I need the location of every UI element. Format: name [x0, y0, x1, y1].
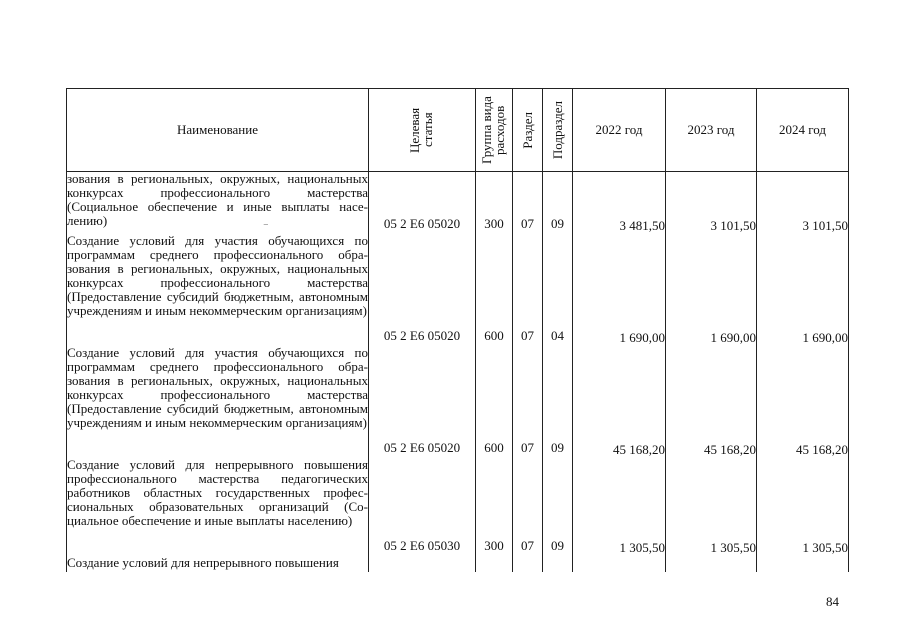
row-amount-2022: 1 305,50	[573, 458, 666, 556]
row-name: Создание условий для непрерывного повышения	[67, 556, 369, 572]
row-amount-2023: 3 101,50	[666, 172, 757, 234]
row-amount-2024: 3 101,50	[757, 172, 849, 234]
table-row	[67, 556, 849, 572]
row-name: Создание условий для непрерывного повышения профессионального мастерства педагогических работников областных государственных профессиональных образовательных организаций (Социальное обеспечение и иные выплаты населению)	[67, 458, 369, 556]
budget-table	[66, 88, 849, 572]
table-row	[67, 172, 849, 234]
row-subsection: 09	[543, 346, 573, 458]
row-subsection: 04	[543, 234, 573, 346]
row-expense-group: 300	[476, 458, 513, 556]
table-row	[67, 458, 849, 556]
row-expense-group: 600	[476, 234, 513, 346]
row-section: 07	[513, 458, 543, 556]
scan-mark: ‾	[264, 224, 268, 236]
row-amount-2023: 1 305,50	[666, 458, 757, 556]
row-target-article: 05 2 Е6 05020	[369, 234, 476, 346]
table-row	[67, 234, 849, 346]
row-amount-2022: 45 168,20	[573, 346, 666, 458]
header-target-article: Целевая статья	[369, 89, 476, 172]
row-expense-group: 600	[476, 346, 513, 458]
row-amount-2023	[666, 556, 757, 572]
header-section: Раздел	[513, 89, 543, 172]
header-expense-group: Группа вида расходов	[476, 89, 513, 172]
row-target-article: 05 2 Е6 05020	[369, 172, 476, 234]
row-target-article	[369, 556, 476, 572]
row-name: Создание условий для участия обучающихся по программам среднего профессионального образования в региональных, окружных, национальных конкурсах профессионального мастерства (Предоставление субсидий бюджетным, автономным учреждениям и иным некоммерческим организациям)	[67, 346, 369, 458]
row-amount-2024	[757, 556, 849, 572]
row-section: 07	[513, 346, 543, 458]
row-amount-2022: 3 481,50	[573, 172, 666, 234]
row-target-article: 05 2 Е6 05030	[369, 458, 476, 556]
header-name: Наименование	[67, 89, 369, 172]
header-2024: 2024 год	[757, 89, 849, 172]
row-expense-group	[476, 556, 513, 572]
row-amount-2022	[573, 556, 666, 572]
row-subsection: 09	[543, 172, 573, 234]
row-target-article: 05 2 Е6 05020	[369, 346, 476, 458]
row-amount-2024: 1 305,50	[757, 458, 849, 556]
row-section	[513, 556, 543, 572]
row-subsection: 09	[543, 458, 573, 556]
page-number: 84	[826, 594, 839, 609]
row-amount-2024: 1 690,00	[757, 234, 849, 346]
row-name: зования в региональных, окружных, национальных конкурсах профессионального мастерства (Социальное обеспечение и иные выплаты населению)	[67, 172, 369, 234]
row-name: Создание условий для участия обучающихся по программам среднего профессионального образования в региональных, окружных, национальных конкурсах профессионального мастерства (Предоставление субсидий бюджетным, автономным учреждениям и иным некоммерческим организациям)	[67, 234, 369, 346]
row-expense-group: 300	[476, 172, 513, 234]
row-amount-2022: 1 690,00	[573, 234, 666, 346]
header-subsection: Подраздел	[543, 89, 573, 172]
header-2022: 2022 год	[573, 89, 666, 172]
header-2023: 2023 год	[666, 89, 757, 172]
row-section: 07	[513, 234, 543, 346]
row-subsection	[543, 556, 573, 572]
row-amount-2023: 45 168,20	[666, 346, 757, 458]
table-header-row	[67, 89, 849, 172]
table-row	[67, 346, 849, 458]
row-amount-2024: 45 168,20	[757, 346, 849, 458]
row-section: 07	[513, 172, 543, 234]
row-amount-2023: 1 690,00	[666, 234, 757, 346]
